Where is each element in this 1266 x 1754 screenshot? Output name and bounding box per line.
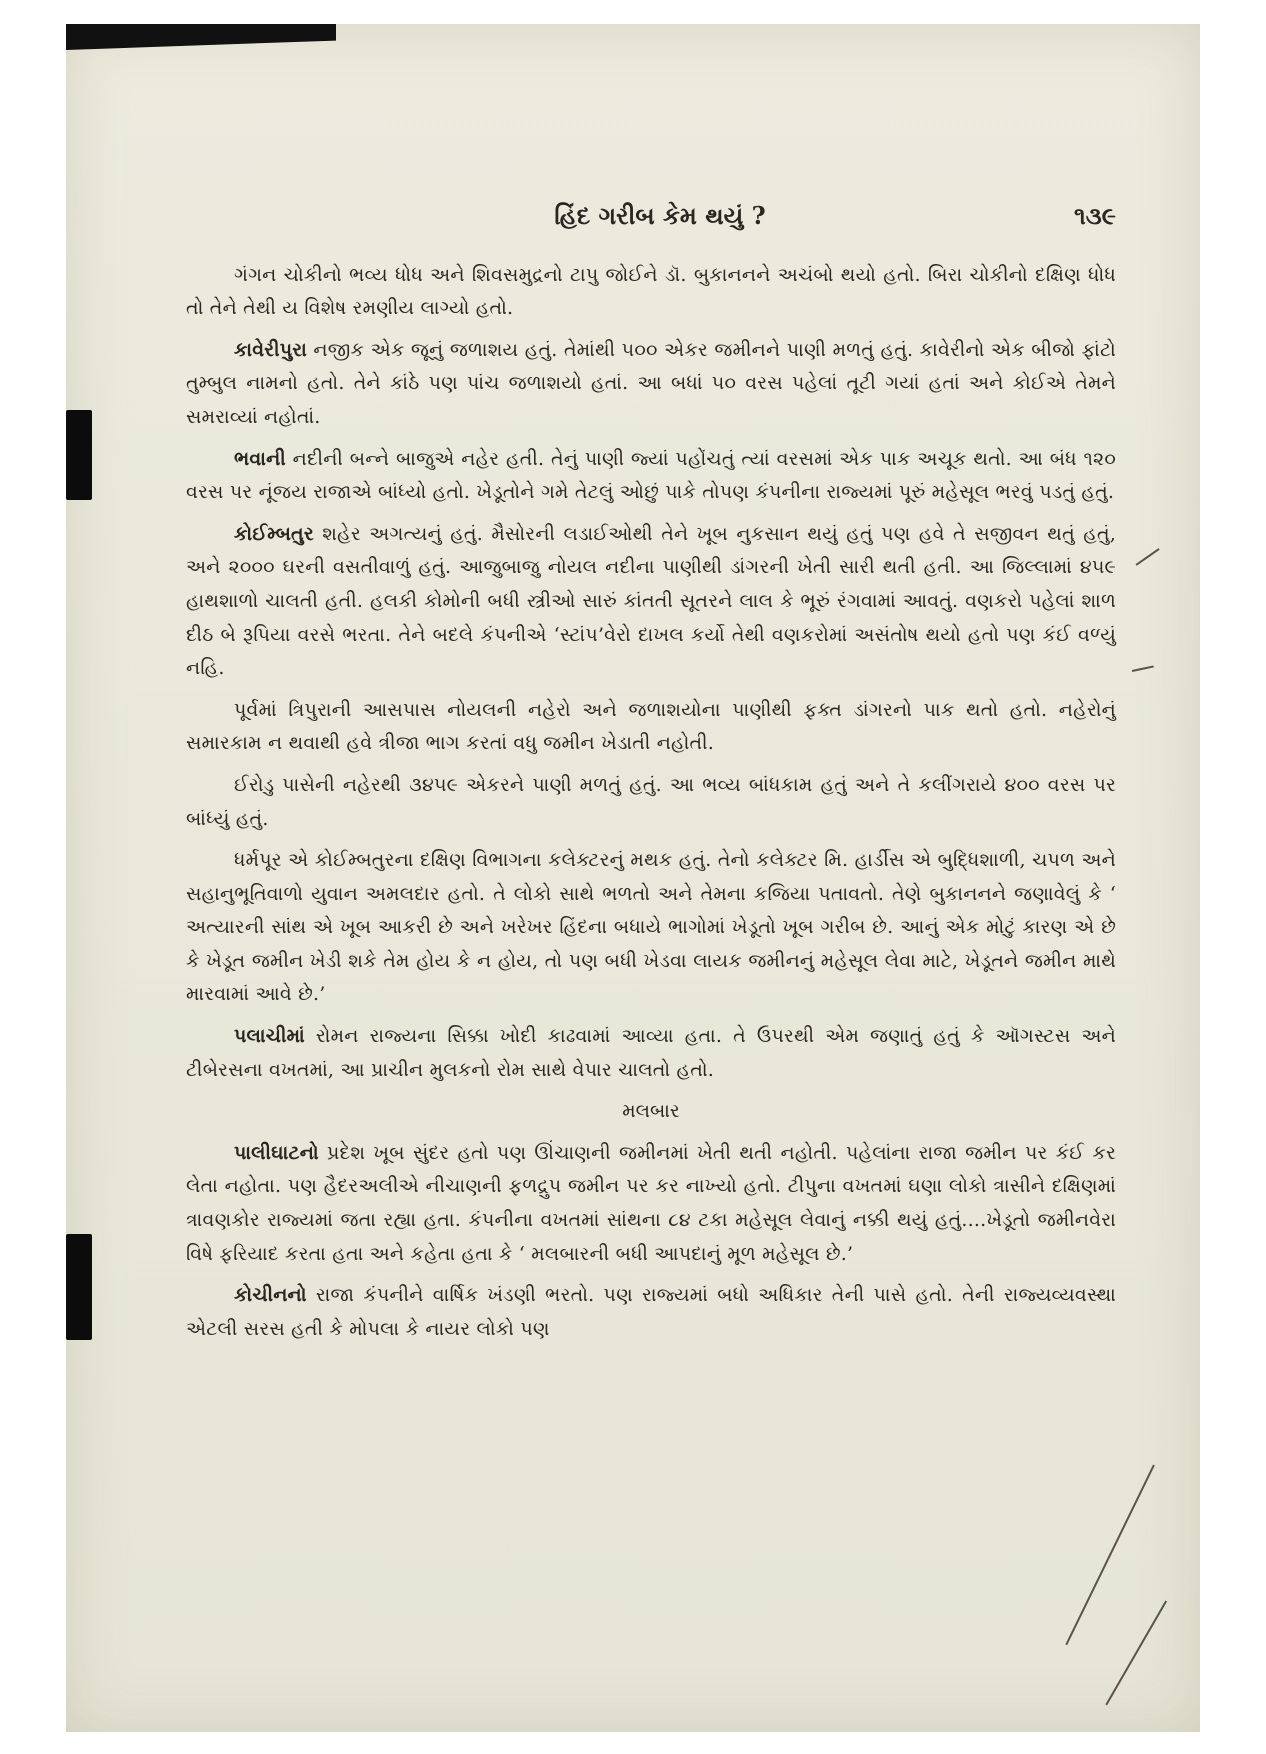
page-text: [186, 199, 1116, 1354]
page-number: ૧૩૯: [1074, 201, 1116, 230]
paragraph-lead: ભવાની: [234, 447, 286, 470]
paragraph: [186, 518, 1116, 686]
paragraph-text: પૂર્વમાં ત્રિપુરાની આસપાસ નોયલની નહેરો અને જળાશયોના પાણીથી ફક્ત ડાંગરનો પાક થતો હતો. નહેરોનું સમારકામ ન થવાથી હવે ત્રીજા ભાગ કરતાં વધુ જમીન ખેડાતી નહોતી.: [186, 698, 1116, 755]
paper-sheet: [66, 24, 1200, 1732]
paper-scratch: [1136, 548, 1160, 565]
paragraph: [186, 1020, 1116, 1087]
paper-scratch: [1065, 1465, 1154, 1645]
paragraph: [186, 769, 1116, 836]
binding-mark: [66, 1234, 92, 1340]
paragraph-lead: પાલીઘાટનો: [234, 1141, 319, 1164]
binding-tape: [66, 24, 336, 50]
binding-mark: [66, 410, 92, 500]
paragraph-text: ગંગન ચોકીનો ભવ્ય ધોધ અને શિવસમુદ્રનો ટાપુ જોઈને ડૉ. બુકાનનને અચંબો થયો હતો. બિરા ચોકીનો દક્ષિણ ધોધ તો તેને તેથી ય વિશેષ રમણીય લાગ્યો હતો.: [186, 263, 1116, 320]
running-title: હિંદ ગરીબ કેમ થયું ?: [554, 201, 766, 230]
paragraph-lead: કોચીનનો: [234, 1284, 307, 1307]
paragraph: [186, 1137, 1116, 1271]
paragraph-text: ઈરોડુ પાસેની નહેરથી ૩૪૫૯ એકરને પાણી મળતું હતું. આ ભવ્ય બાંધકામ હતું અને તે કલીંગરાયે ૪૦૦ વરસ પર બાંધ્યું હતું.: [186, 773, 1116, 830]
paragraph: [186, 334, 1116, 435]
paragraph: [186, 443, 1116, 510]
paper-scratch: [1105, 1600, 1166, 1705]
paragraph: [186, 844, 1116, 1012]
paragraph: [186, 259, 1116, 326]
paragraph-text: રાજા કંપનીને વાર્ષિક ખંડણી ભરતો. પણ રાજ્યમાં બધો અધિકાર તેની પાસે હતો. તેની રાજ્યવ્યવસ્થા એટલી સરસ હતી કે મોપલા કે નાયર લોકો પણ: [186, 1284, 1116, 1340]
paragraph-lead: કાવેરીપુરા: [234, 338, 307, 361]
paragraph-text: શહેર અગત્યનું હતું. મૈસોરની લડાઈઓથી તેને ખૂબ નુકસાન થયું હતું પણ હવે તે સજીવન થતું હતું, અને ૨૦૦૦ ઘરની વસતીવાળું હતું. આજુબાજુ નોયલ નદીના પાણીથી ડાંગરની ખેતી સારી થતી હતી. આ જિલ્લામાં ૪૫૯ હાથશાળો ચાલતી હતી. હલકી કોમોની બધી સ્ત્રીઓ સારું કાંતતી સૂતરને લાલ કે ભૂરું રંગવામાં આવતું. વણકરો પહેલાં શાળ દીઠ બે રૂપિયા વરસે ભરતા. તેને બદલે કંપનીએ ‘સ્ટાંપ’વેરો દાખલ કર્યો તેથી વણકરોમાં અસંતોષ થયો હતો પણ કંઈ વળ્યું નહિ.: [186, 522, 1116, 680]
paragraph-text: રોમન રાજ્યના સિક્કા ખોદી કાઢવામાં આવ્યા હતા. તે ઉપરથી એમ જણાતું હતું કે ઑગસ્ટસ અને ટીબેરસના વખતમાં, આ પ્રાચીન મુલકનો રોમ સાથે વેપાર ચાલતો હતો.: [186, 1025, 1116, 1081]
paragraph: [186, 694, 1116, 761]
paragraph-text: પ્રદેશ ખૂબ સુંદર હતો પણ ઊંચાણની જમીનમાં ખેતી થતી નહોતી. પહેલાંના રાજા જમીન પર કંઈ કર લેતા નહોતા. પણ હૈદરઅલીએ નીચાણની ફળદ્રુપ જમીન પર કર નાખ્યો હતો. ટીપુના વખતમાં ઘણા લોકો ત્રાસીને દક્ષિણમાં ત્રાવણકોર રાજ્યમાં જતા રહ્યા હતા. કંપનીના વખતમાં સાંથના ૮૪ ટકા મહેસૂલ લેવાનું નક્કી થયું હતું....ખેડૂતો જમીનવેરા વિષે ફરિયાદ કરતા હતા અને કહેતા હતા કે ‘ મલબારની બધી આપદાનું મૂળ મહેસૂલ છે.’: [186, 1141, 1116, 1265]
paragraph-text: નદીની બન્ને બાજુએ નહેર હતી. તેનું પાણી જ્યાં પહોંચતું ત્યાં વરસમાં એક પાક અચૂક થતો. આ બંધ ૧૨૦ વરસ પર નૂંજય રાજાએ બાંધ્યો હતો. ખેડૂતોને ગમે તેટલું ઓછું પાકે તોપણ કંપનીના રાજ્યમાં પૂરું મહેસૂલ ભરવું પડતું હતું.: [186, 447, 1116, 504]
paragraph-lead: પલાચીમાં: [234, 1025, 305, 1048]
paragraph-text: ધર્મપૂર એ કોઈમ્બતુરના દક્ષિણ વિભાગના કલેક્ટરનું મથક હતું. તેનો કલેક્ટર મિ. હાર્ડીસ એ બુદ્ધિશાળી, ચપળ અને સહાનુભૂતિવાળો યુવાન અમલદાર હતો. તે લોકો સાથે ભળતો અને તેમના કજિયા પતાવતો. તેણે બુકાનનને જણાવેલું કે ‘ અત્યારની સાંથ એ ખૂબ આકરી છે અને ખરેખર હિંદના બધાયે ભાગોમાં ખેડૂતો ખૂબ ગરીબ છે. આનું એક મોટું કારણ એ છે કે ખેડૂત જમીન ખેડી શકે તેમ હોય કે ન હોય, તો પણ બધી ખેડવા લાયક જમીનનું મહેસૂલ લેવા માટે, ખેડૂતને જમીન માથે મારવામાં આવે છે.’: [186, 849, 1116, 1006]
section-heading: મલબાર: [622, 1100, 680, 1123]
paragraph-text: નજીક એક જૂનું જળાશય હતું. તેમાંથી ૫૦૦ એકર જમીનને પાણી મળતું હતું. કાવેરીનો એક બીજો ફાંટો તુમ્બુલ નામનો હતો. તેને કાંઠે પણ પાંચ જળાશયો હતાં. આ બધાં ૫૦ વરસ પહેલાં તૂટી ગયાં હતાં અને કોઈએ તેમને સમરાવ્યાં નહોતાં.: [186, 338, 1116, 428]
paragraph-lead: કોઈમ્બતુર: [234, 522, 314, 545]
paper-scratch: [1132, 665, 1154, 671]
paragraph: [186, 1279, 1116, 1346]
page-header: [186, 199, 1116, 233]
